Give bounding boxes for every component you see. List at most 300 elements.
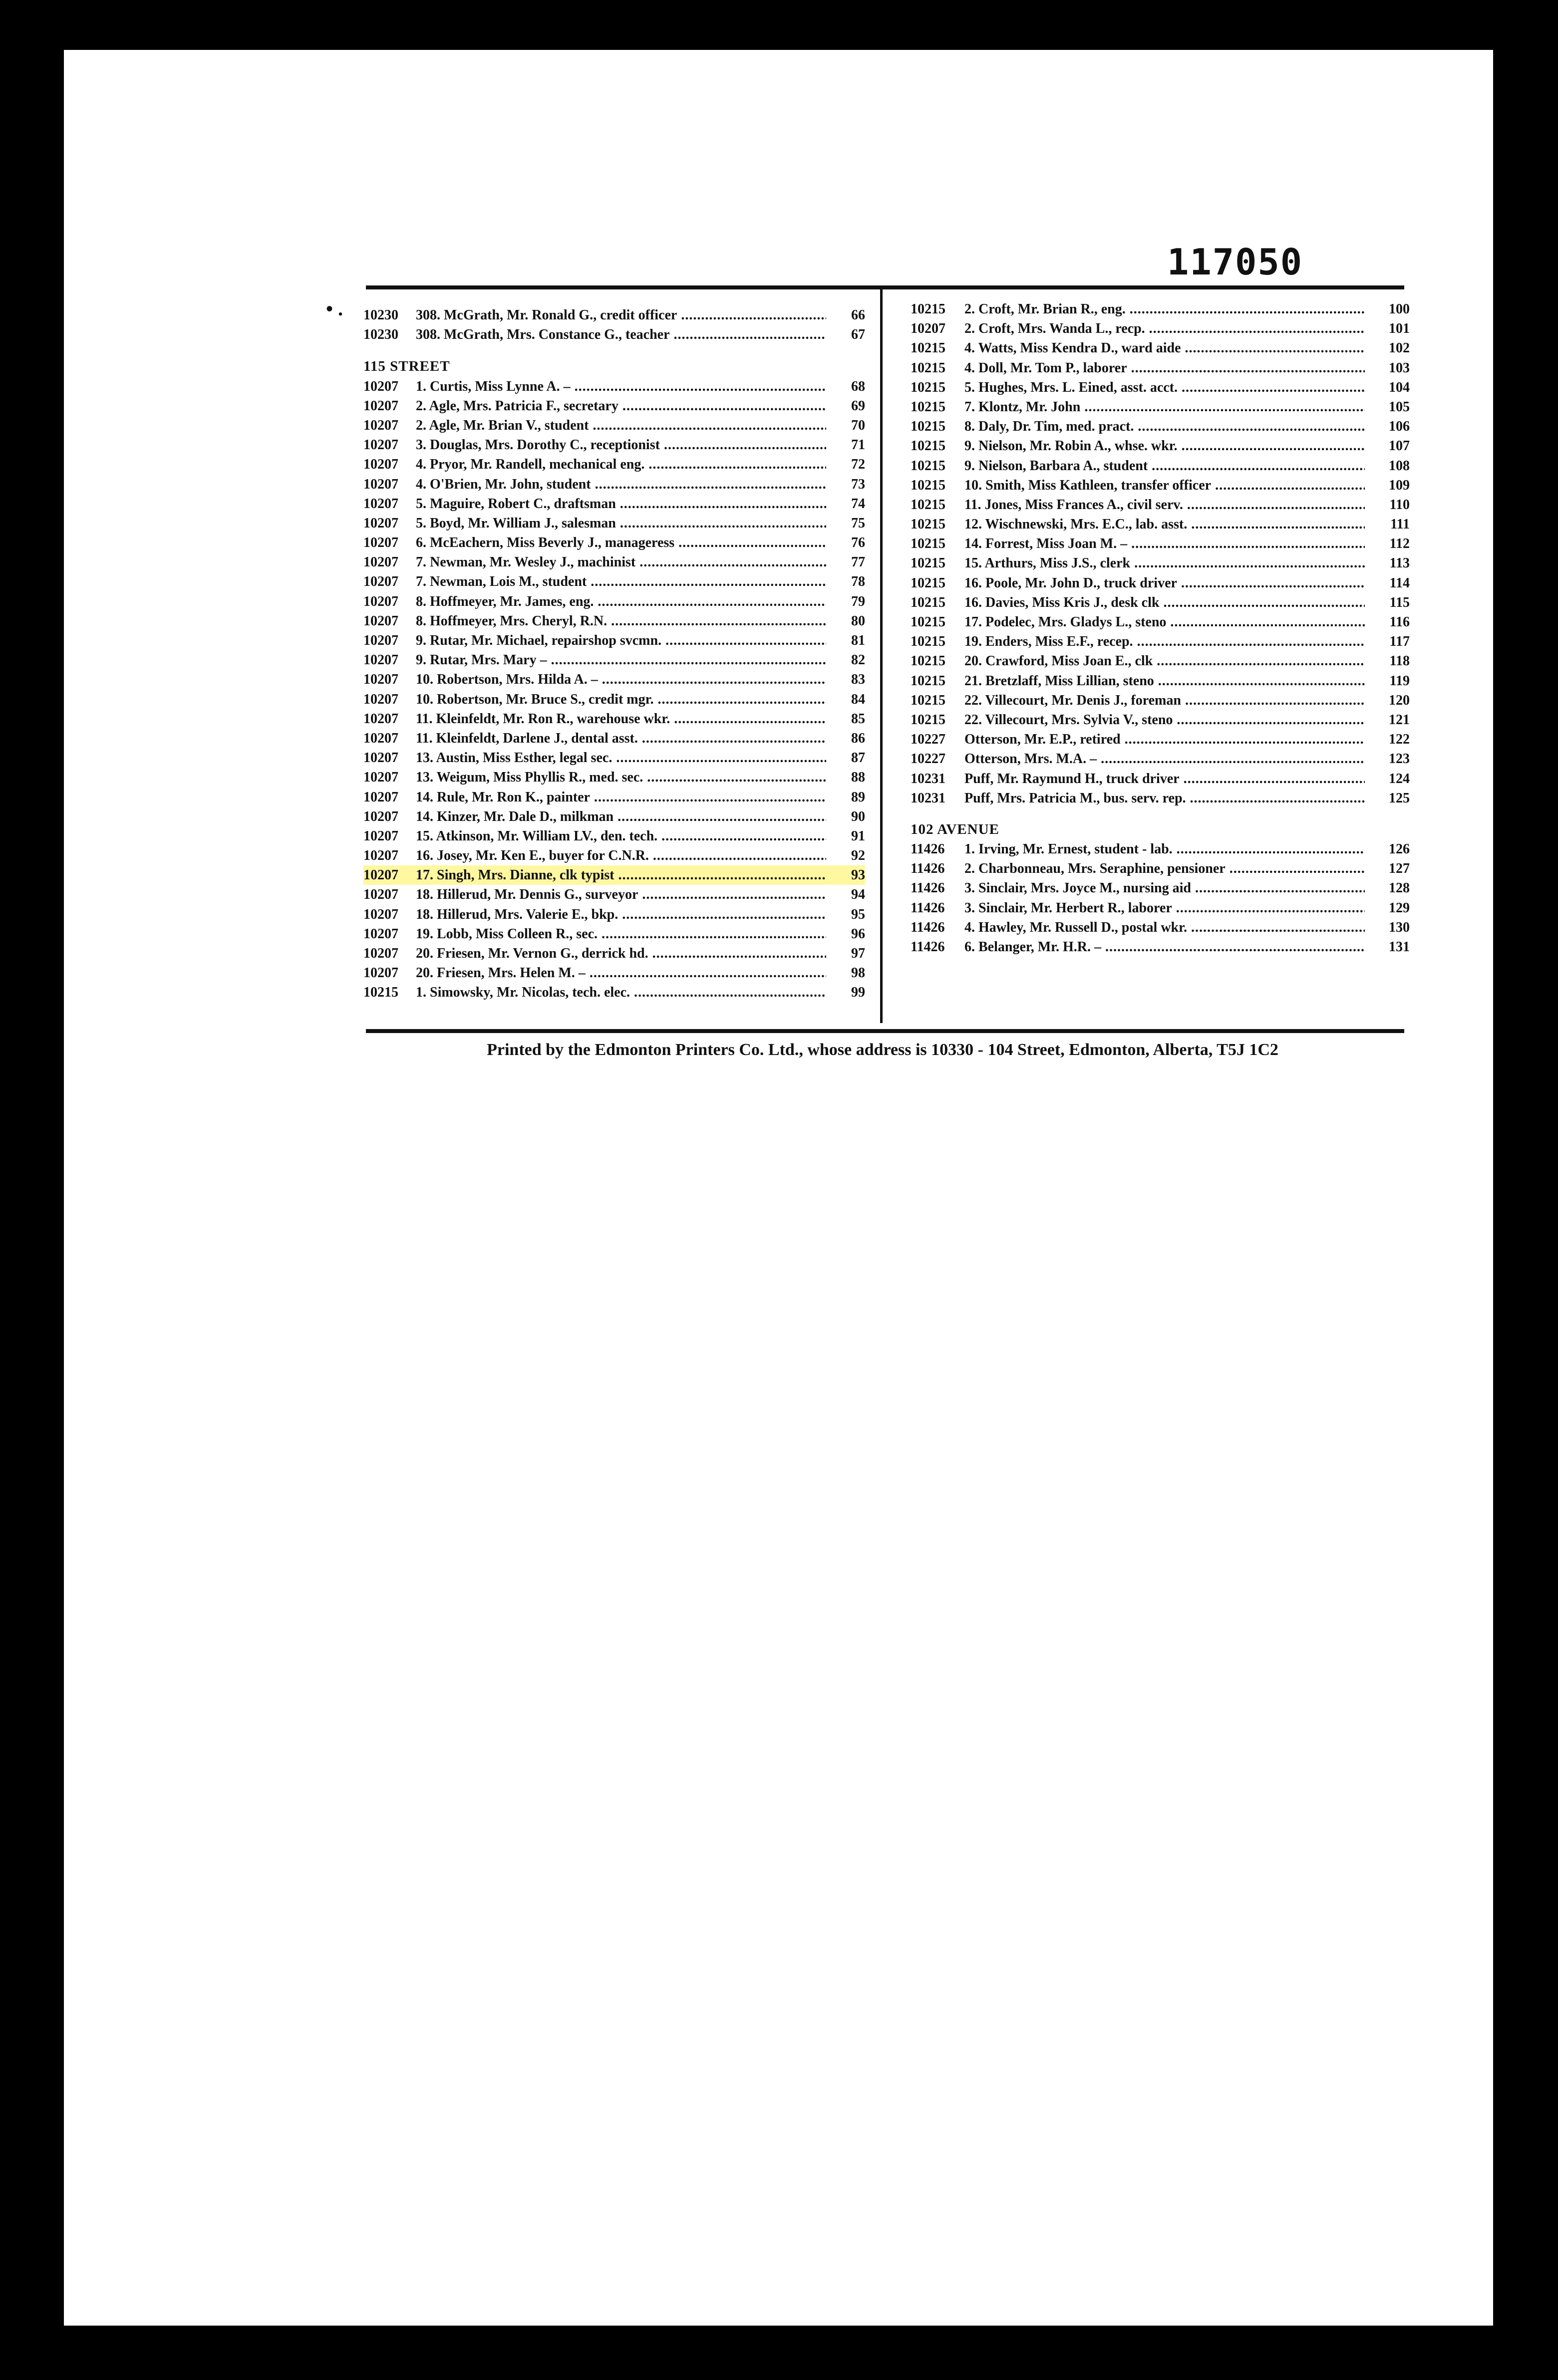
resident-entry: 2. Charbonneau, Mrs. Seraphine, pensioner bbox=[964, 861, 1226, 877]
dot-leader bbox=[665, 631, 826, 650]
directory-row bbox=[363, 475, 865, 494]
directory-row-highlighted bbox=[363, 865, 865, 885]
directory-row bbox=[911, 534, 1410, 553]
resident-entry: 14. Rule, Mr. Ron K., painter bbox=[416, 789, 590, 805]
house-number: 10207 bbox=[911, 321, 945, 337]
entry-index: 99 bbox=[851, 985, 865, 1001]
directory-row bbox=[363, 885, 865, 904]
resident-entry: 18. Hillerud, Mrs. Valerie E., bkp. bbox=[416, 906, 619, 922]
entry-index: 80 bbox=[851, 613, 865, 629]
directory-row bbox=[911, 476, 1410, 495]
dot-leader bbox=[602, 670, 826, 689]
house-number: 10215 bbox=[911, 575, 945, 591]
dot-leader bbox=[1230, 859, 1365, 878]
resident-entry: 14. Kinzer, Mr. Dale D., milkman bbox=[416, 808, 614, 824]
entry-index: 90 bbox=[851, 808, 865, 824]
resident-entry: 17. Podelec, Mrs. Gladys L., steno bbox=[964, 614, 1167, 630]
entry-index: 102 bbox=[1389, 340, 1410, 356]
entry-index: 87 bbox=[851, 750, 865, 766]
dot-leader bbox=[639, 552, 826, 572]
top-rows bbox=[363, 305, 865, 344]
directory-row bbox=[911, 612, 1410, 632]
directory-row bbox=[363, 768, 865, 787]
house-number: 10215 bbox=[911, 458, 945, 474]
directory-row bbox=[363, 944, 865, 963]
entry-index: 81 bbox=[851, 633, 865, 648]
entry-index: 75 bbox=[851, 515, 865, 531]
resident-entry: 10. Robertson, Mrs. Hilda A. – bbox=[416, 672, 598, 688]
dot-leader bbox=[1105, 937, 1365, 957]
directory-row bbox=[911, 859, 1410, 878]
entry-index: 120 bbox=[1389, 692, 1410, 708]
resident-entry: 1. Simowsky, Mr. Nicolas, tech. elec. bbox=[416, 985, 630, 1001]
directory-row bbox=[911, 937, 1410, 957]
entry-index: 85 bbox=[851, 711, 865, 727]
resident-entry: 9. Nielson, Barbara A., student bbox=[964, 458, 1148, 474]
resident-entry: 20. Friesen, Mr. Vernon G., derrick hd. bbox=[416, 946, 648, 961]
directory-row bbox=[363, 611, 865, 631]
directory-row bbox=[363, 455, 865, 474]
house-number: 11426 bbox=[911, 880, 945, 896]
dot-leader bbox=[664, 435, 826, 455]
directory-row bbox=[363, 533, 865, 552]
dot-leader bbox=[611, 611, 826, 631]
directory-row bbox=[911, 553, 1410, 573]
column-divider bbox=[880, 289, 883, 1023]
house-number: 10215 bbox=[911, 301, 945, 317]
dot-leader bbox=[616, 748, 826, 768]
entry-index: 72 bbox=[851, 457, 865, 473]
house-number: 10207 bbox=[363, 476, 398, 492]
house-number: 10215 bbox=[911, 673, 945, 689]
house-number: 10207 bbox=[363, 593, 398, 609]
resident-entry: 8. Daly, Dr. Tim, med. pract. bbox=[964, 419, 1134, 435]
directory-row bbox=[363, 396, 865, 416]
resident-entry: 19. Lobb, Miss Colleen R., sec. bbox=[416, 926, 598, 942]
directory-row bbox=[911, 515, 1410, 534]
dot-leader bbox=[594, 788, 826, 807]
dot-leader bbox=[1152, 456, 1365, 476]
directory-row bbox=[363, 807, 865, 826]
entry-index: 115 bbox=[1389, 594, 1410, 610]
directory-row bbox=[363, 963, 865, 983]
house-number: 10207 bbox=[363, 554, 398, 570]
top-rule bbox=[366, 285, 1404, 289]
house-number: 10207 bbox=[363, 535, 398, 551]
document-number: 117050 bbox=[1167, 241, 1303, 283]
entry-index: 96 bbox=[851, 926, 865, 942]
house-number: 10207 bbox=[363, 926, 398, 942]
house-number: 10207 bbox=[363, 457, 398, 473]
house-number: 10215 bbox=[911, 614, 945, 630]
entry-index: 104 bbox=[1389, 379, 1410, 395]
house-number: 10215 bbox=[911, 477, 945, 493]
resident-entry: Otterson, Mr. E.P., retired bbox=[964, 732, 1121, 748]
continued-rows bbox=[911, 299, 1410, 808]
resident-entry: 308. McGrath, Mrs. Constance G., teacher bbox=[416, 327, 670, 343]
dot-leader bbox=[622, 905, 826, 924]
directory-row bbox=[363, 983, 865, 1002]
house-number: 10215 bbox=[911, 555, 945, 571]
dot-leader bbox=[602, 924, 826, 944]
entry-index: 74 bbox=[851, 496, 865, 512]
directory-row bbox=[363, 670, 865, 689]
resident-entry: 7. Klontz, Mr. John bbox=[964, 399, 1081, 415]
entry-index: 117 bbox=[1389, 634, 1410, 650]
directory-row bbox=[911, 378, 1410, 397]
dot-leader bbox=[1131, 358, 1365, 378]
dot-leader bbox=[1158, 671, 1365, 691]
house-number: 10207 bbox=[363, 887, 398, 903]
dot-leader bbox=[1215, 476, 1365, 495]
house-number: 10215 bbox=[911, 653, 945, 669]
resident-entry: 308. McGrath, Mr. Ronald G., credit officer bbox=[416, 307, 677, 323]
resident-entry: 9. Nielson, Mr. Robin A., whse. wkr. bbox=[964, 438, 1178, 454]
resident-entry: 13. Weigum, Miss Phyllis R., med. sec. bbox=[416, 770, 643, 786]
dot-leader bbox=[1130, 299, 1365, 319]
entry-index: 108 bbox=[1389, 458, 1410, 474]
dot-leader bbox=[1138, 417, 1365, 436]
resident-entry: 3. Douglas, Mrs. Dorothy C., receptionist bbox=[416, 437, 660, 453]
entry-index: 84 bbox=[851, 691, 865, 707]
directory-row bbox=[363, 690, 865, 709]
house-number: 10230 bbox=[363, 307, 398, 323]
house-number: 10215 bbox=[911, 399, 945, 415]
resident-entry: 9. Rutar, Mrs. Mary – bbox=[416, 652, 547, 668]
entry-index: 86 bbox=[851, 730, 865, 746]
entry-index: 82 bbox=[851, 652, 865, 668]
house-number: 10215 bbox=[911, 340, 945, 356]
directory-row bbox=[911, 769, 1410, 789]
entry-index: 66 bbox=[851, 307, 865, 323]
section-heading-102-avenue: 102 AVENUE bbox=[911, 821, 999, 837]
directory-row bbox=[911, 918, 1410, 937]
entry-index: 116 bbox=[1389, 614, 1410, 630]
dot-leader bbox=[591, 572, 826, 591]
directory-row bbox=[363, 494, 865, 514]
resident-entry: 2. Croft, Mrs. Wanda L., recp. bbox=[964, 321, 1145, 337]
resident-entry: 2. Agle, Mrs. Patricia F., secretary bbox=[416, 398, 619, 414]
resident-entry: 5. Maguire, Robert C., draftsman bbox=[416, 496, 616, 512]
resident-entry: 20. Crawford, Miss Joan E., clk bbox=[964, 653, 1153, 669]
dot-leader bbox=[1185, 338, 1365, 358]
entry-index: 95 bbox=[851, 906, 865, 922]
house-number: 11426 bbox=[911, 919, 945, 935]
resident-entry: 8. Hoffmeyer, Mrs. Cheryl, R.N. bbox=[416, 613, 608, 629]
resident-entry: 1. Irving, Mr. Ernest, student - lab. bbox=[964, 841, 1173, 857]
directory-row bbox=[363, 650, 865, 670]
dot-leader bbox=[652, 944, 826, 963]
resident-entry: 15. Arthurs, Miss J.S., clerk bbox=[964, 555, 1131, 571]
dot-leader bbox=[1084, 397, 1365, 417]
directory-row bbox=[911, 878, 1410, 898]
resident-entry: 7. Newman, Lois M., student bbox=[416, 574, 587, 590]
directory-row bbox=[363, 572, 865, 591]
directory-row bbox=[363, 846, 865, 865]
dot-leader bbox=[1185, 691, 1365, 710]
dot-leader bbox=[1177, 710, 1365, 730]
resident-entry: 11. Jones, Miss Frances A., civil serv. bbox=[964, 497, 1183, 513]
dot-leader bbox=[642, 729, 826, 748]
dot-leader bbox=[1184, 769, 1365, 789]
house-number: 10215 bbox=[911, 634, 945, 650]
entry-index: 129 bbox=[1389, 900, 1410, 916]
dot-leader bbox=[648, 455, 826, 474]
dot-leader bbox=[674, 325, 826, 344]
house-number: 10207 bbox=[363, 437, 398, 453]
directory-row bbox=[911, 358, 1410, 378]
resident-entry: 17. Singh, Mrs. Dianne, clk typist bbox=[416, 867, 615, 883]
house-number: 10207 bbox=[363, 515, 398, 531]
dot-leader bbox=[619, 865, 827, 885]
directory-row bbox=[911, 632, 1410, 651]
entry-index: 94 bbox=[851, 887, 865, 903]
directory-row bbox=[363, 435, 865, 455]
house-number: 10230 bbox=[363, 327, 398, 343]
house-number: 11426 bbox=[911, 841, 945, 857]
resident-entry: 18. Hillerud, Mr. Dennis G., surveyor bbox=[416, 887, 638, 903]
entry-index: 103 bbox=[1389, 360, 1410, 376]
resident-entry: 5. Hughes, Mrs. L. Eined, asst. acct. bbox=[964, 379, 1178, 395]
house-number: 10231 bbox=[911, 771, 945, 787]
directory-row bbox=[911, 338, 1410, 358]
house-number: 10215 bbox=[911, 438, 945, 454]
resident-entry: 22. Villecourt, Mrs. Sylvia V., steno bbox=[964, 712, 1173, 728]
entry-index: 76 bbox=[851, 535, 865, 551]
resident-entry: 16. Josey, Mr. Ken E., buyer for C.N.R. bbox=[416, 848, 649, 864]
resident-entry: 1. Curtis, Miss Lynne A. – bbox=[416, 378, 571, 394]
dot-leader bbox=[1157, 651, 1365, 671]
directory-row bbox=[911, 299, 1410, 319]
house-number: 10207 bbox=[363, 672, 398, 688]
directory-row bbox=[911, 436, 1410, 456]
dot-leader bbox=[1195, 878, 1365, 898]
directory-row bbox=[911, 749, 1410, 769]
directory-row bbox=[363, 552, 865, 572]
house-number: 10215 bbox=[911, 712, 945, 728]
entry-index: 118 bbox=[1389, 653, 1410, 669]
dot-leader bbox=[1101, 749, 1365, 769]
dot-leader bbox=[620, 494, 826, 514]
dot-leader bbox=[647, 768, 826, 787]
directory-row bbox=[911, 573, 1410, 593]
dot-leader bbox=[1187, 495, 1365, 515]
house-number: 10215 bbox=[911, 419, 945, 435]
dot-leader bbox=[653, 846, 826, 865]
entry-index: 110 bbox=[1389, 497, 1410, 513]
directory-row bbox=[911, 691, 1410, 710]
entry-index: 125 bbox=[1389, 790, 1410, 806]
dot-leader bbox=[1181, 573, 1365, 593]
house-number: 10215 bbox=[911, 517, 945, 532]
resident-entry: 15. Atkinson, Mr. William LV., den. tech. bbox=[416, 828, 658, 844]
entry-index: 69 bbox=[851, 398, 865, 414]
resident-entry: 13. Austin, Miss Esther, legal sec. bbox=[416, 750, 613, 766]
directory-row bbox=[911, 898, 1410, 918]
directory-row bbox=[911, 710, 1410, 730]
house-number: 10207 bbox=[363, 730, 398, 746]
directory-row bbox=[363, 905, 865, 924]
dot-leader bbox=[1170, 612, 1365, 632]
entry-index: 88 bbox=[851, 770, 865, 786]
dot-leader bbox=[1149, 319, 1365, 338]
house-number: 10207 bbox=[363, 965, 398, 981]
entry-index: 130 bbox=[1389, 919, 1410, 935]
house-number: 10207 bbox=[363, 574, 398, 590]
resident-entry: 12. Wischnewski, Mrs. E.C., lab. asst. bbox=[964, 517, 1188, 532]
section-heading-115-street: 115 STREET bbox=[363, 358, 450, 375]
resident-entry: 5. Boyd, Mr. William J., salesman bbox=[416, 515, 616, 531]
dot-leader bbox=[620, 514, 826, 533]
directory-row bbox=[363, 788, 865, 807]
directory-row bbox=[911, 730, 1410, 749]
house-number: 10207 bbox=[363, 789, 398, 805]
resident-entry: 9. Rutar, Mr. Michael, repairshop svcmn. bbox=[416, 633, 662, 648]
entry-index: 107 bbox=[1389, 438, 1410, 454]
left-column bbox=[363, 305, 865, 1003]
house-number: 11426 bbox=[911, 861, 945, 877]
directory-row bbox=[363, 416, 865, 435]
resident-entry: 22. Villecourt, Mr. Denis J., foreman bbox=[964, 692, 1181, 708]
entry-index: 131 bbox=[1389, 939, 1410, 955]
resident-entry: 4. Hawley, Mr. Russell D., postal wkr. bbox=[964, 919, 1187, 935]
dot-leader bbox=[1163, 593, 1365, 612]
directory-row bbox=[363, 709, 865, 729]
entry-index: 105 bbox=[1389, 399, 1410, 415]
resident-entry: 3. Sinclair, Mr. Herbert R., laborer bbox=[964, 900, 1172, 916]
dot-leader bbox=[634, 983, 826, 1002]
house-number: 10207 bbox=[363, 378, 398, 394]
directory-row bbox=[363, 325, 865, 344]
directory-row bbox=[363, 514, 865, 533]
resident-entry: 10. Robertson, Mr. Bruce S., credit mgr. bbox=[416, 691, 654, 707]
resident-entry: 2. Croft, Mr. Brian R., eng. bbox=[964, 301, 1126, 317]
resident-entry: 8. Hoffmeyer, Mr. James, eng. bbox=[416, 593, 594, 609]
entry-index: 89 bbox=[851, 789, 865, 805]
house-number: 10215 bbox=[911, 360, 945, 376]
house-number: 10207 bbox=[363, 613, 398, 629]
dot-leader bbox=[593, 416, 826, 435]
entry-index: 68 bbox=[851, 378, 865, 394]
entry-index: 93 bbox=[851, 867, 865, 883]
dot-leader bbox=[1177, 839, 1365, 859]
entry-index: 71 bbox=[851, 437, 865, 453]
dot-leader bbox=[598, 592, 826, 611]
directory-row bbox=[363, 924, 865, 944]
house-number: 10215 bbox=[911, 594, 945, 610]
house-number: 10207 bbox=[363, 691, 398, 707]
dot-leader bbox=[623, 396, 826, 416]
resident-entry: 3. Sinclair, Mrs. Joyce M., nursing aid bbox=[964, 880, 1191, 896]
house-number: 10207 bbox=[363, 750, 398, 766]
directory-row bbox=[911, 456, 1410, 476]
dot-leader bbox=[590, 963, 826, 983]
street-rows bbox=[363, 377, 865, 1003]
dot-leader bbox=[1191, 515, 1365, 534]
dot-leader bbox=[681, 305, 826, 325]
directory-row bbox=[363, 631, 865, 650]
house-number: 10207 bbox=[363, 848, 398, 864]
directory-row bbox=[911, 789, 1410, 808]
entry-index: 92 bbox=[851, 848, 865, 864]
bottom-rule bbox=[366, 1029, 1404, 1033]
resident-entry: 10. Smith, Miss Kathleen, transfer officer bbox=[964, 477, 1212, 493]
resident-entry: 16. Davies, Miss Kris J., desk clk bbox=[964, 594, 1160, 610]
entry-index: 98 bbox=[851, 965, 865, 981]
dot-leader bbox=[1176, 898, 1365, 918]
printer-footer: Printed by the Edmonton Printers Co. Ltd., whose address is 10330 - 104 Street, Edmonton, Alberta, T5J 1C2 bbox=[487, 1041, 1278, 1059]
dot-leader bbox=[678, 533, 826, 552]
entry-index: 121 bbox=[1389, 712, 1410, 728]
directory-row bbox=[363, 826, 865, 846]
entry-index: 113 bbox=[1389, 555, 1410, 571]
house-number: 10207 bbox=[363, 770, 398, 786]
entry-index: 111 bbox=[1390, 517, 1410, 532]
house-number: 10215 bbox=[911, 536, 945, 552]
dot-leader bbox=[657, 690, 826, 709]
resident-entry: 14. Forrest, Miss Joan M. – bbox=[964, 536, 1128, 552]
entry-index: 91 bbox=[851, 828, 865, 844]
house-number: 10207 bbox=[363, 496, 398, 512]
dot-leader bbox=[1182, 436, 1365, 456]
house-number: 10227 bbox=[911, 751, 945, 767]
resident-entry: 6. Belanger, Mr. H.R. – bbox=[964, 939, 1102, 955]
directory-row bbox=[911, 651, 1410, 671]
dot-leader bbox=[1125, 730, 1365, 749]
resident-entry: 7. Newman, Mr. Wesley J., machinist bbox=[416, 554, 636, 570]
resident-entry: 11. Kleinfeldt, Mr. Ron R., warehouse wkr. bbox=[416, 711, 670, 727]
directory-row bbox=[363, 748, 865, 768]
house-number: 10207 bbox=[363, 828, 398, 844]
dot-leader bbox=[1134, 553, 1365, 573]
dot-leader bbox=[618, 807, 826, 826]
entry-index: 124 bbox=[1389, 771, 1410, 787]
dot-leader bbox=[595, 475, 826, 494]
resident-entry: 11. Kleinfeldt, Darlene J., dental asst. bbox=[416, 730, 638, 746]
dot-leader bbox=[674, 709, 826, 729]
directory-row bbox=[911, 671, 1410, 691]
resident-entry: 4. O'Brien, Mr. John, student bbox=[416, 476, 591, 492]
directory-row bbox=[911, 417, 1410, 436]
entry-index: 106 bbox=[1389, 419, 1410, 435]
house-number: 10215 bbox=[911, 692, 945, 708]
house-number: 10215 bbox=[363, 985, 398, 1001]
house-number: 10227 bbox=[911, 732, 945, 748]
entry-index: 126 bbox=[1389, 841, 1410, 857]
entry-index: 77 bbox=[851, 554, 865, 570]
house-number: 11426 bbox=[911, 939, 945, 955]
entry-index: 112 bbox=[1389, 536, 1410, 552]
house-number: 10207 bbox=[363, 906, 398, 922]
directory-page bbox=[64, 50, 1493, 2326]
house-number: 10207 bbox=[363, 808, 398, 824]
directory-row bbox=[911, 839, 1410, 859]
dot-leader bbox=[1191, 918, 1365, 937]
house-number: 10207 bbox=[363, 652, 398, 668]
resident-entry: 4. Doll, Mr. Tom P., laborer bbox=[964, 360, 1127, 376]
resident-entry: Puff, Mr. Raymund H., truck driver bbox=[964, 771, 1180, 787]
dot-leader bbox=[551, 650, 826, 670]
directory-row bbox=[363, 729, 865, 748]
dot-leader bbox=[1137, 632, 1365, 651]
directory-row bbox=[911, 495, 1410, 515]
directory-row bbox=[911, 319, 1410, 338]
resident-entry: 2. Agle, Mr. Brian V., student bbox=[416, 417, 589, 433]
entry-index: 100 bbox=[1389, 301, 1410, 317]
directory-row bbox=[363, 592, 865, 611]
house-number: 10207 bbox=[363, 867, 398, 883]
house-number: 10231 bbox=[911, 790, 945, 806]
